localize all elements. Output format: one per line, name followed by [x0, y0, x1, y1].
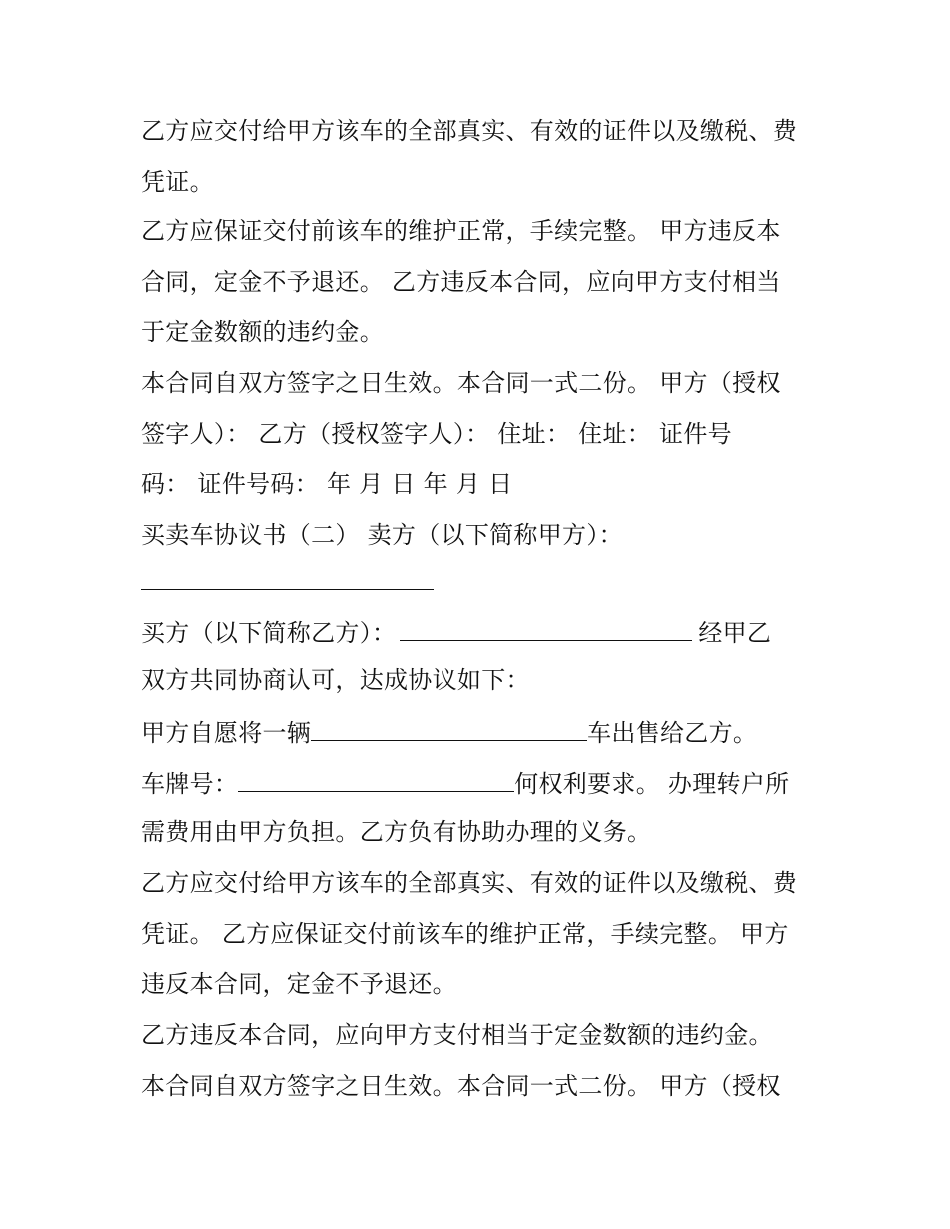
paragraph-line: 于定金数额的违约金。 — [141, 318, 384, 346]
buyer-name-blank — [400, 616, 692, 641]
paragraph-line: 码： 证件号码： 年 月 日 年 月 日 — [141, 470, 513, 498]
paragraph-line: 本合同自双方签字之日生效。本合同一式二份。 甲方（授权 — [141, 1072, 781, 1100]
buyer-line — [141, 616, 771, 646]
plate-label: 车牌号： — [141, 770, 239, 798]
paragraph-line: 签字人）： 乙方（授权签字人）： 住址： 住址： 证件号 — [141, 420, 732, 448]
paragraph-line: 乙方应交付给甲方该车的全部真实、有效的证件以及缴税、费 — [141, 117, 798, 145]
paragraph-line: 双方共同协商认可，达成协议如下： — [141, 666, 530, 694]
paragraph-line: 凭证。 乙方应保证交付前该车的维护正常，手续完整。 甲方 — [141, 920, 789, 948]
seller-name-blank — [141, 589, 434, 590]
paragraph-line: 合同，定金不予退还。 乙方违反本合同，应向甲方支付相当 — [141, 268, 781, 296]
paragraph-line: 本合同自双方签字之日生效。本合同一式二份。 甲方（授权 — [141, 369, 781, 397]
sell-line — [141, 716, 757, 746]
sell-after-text: 车出售给乙方。 — [587, 719, 758, 747]
paragraph-line: 违反本合同，定金不予退还。 — [141, 970, 457, 998]
sell-before-text: 甲方自愿将一辆 — [141, 719, 312, 747]
vehicle-blank — [311, 716, 587, 741]
paragraph-line: 买卖车协议书（二） 卖方（以下简称甲方）： — [141, 521, 623, 549]
paragraph-line: 需费用由甲方负担。乙方负有协助办理的义务。 — [141, 818, 652, 846]
plate-line — [141, 767, 789, 797]
paragraph-line: 乙方应保证交付前该车的维护正常，手续完整。 甲方违反本 — [141, 217, 781, 245]
buyer-after-text: 经甲乙 — [698, 619, 772, 647]
buyer-label: 买方（以下简称乙方）： — [141, 619, 397, 647]
paragraph-line: 乙方应交付给甲方该车的全部真实、有效的证件以及缴税、费 — [141, 869, 798, 897]
paragraph-line: 凭证。 — [141, 168, 214, 196]
paragraph-line: 乙方违反本合同，应向甲方支付相当于定金数额的违约金。 — [141, 1021, 773, 1049]
plate-after-text: 何权利要求。 办理转户所 — [514, 770, 790, 798]
plate-blank — [238, 767, 514, 792]
